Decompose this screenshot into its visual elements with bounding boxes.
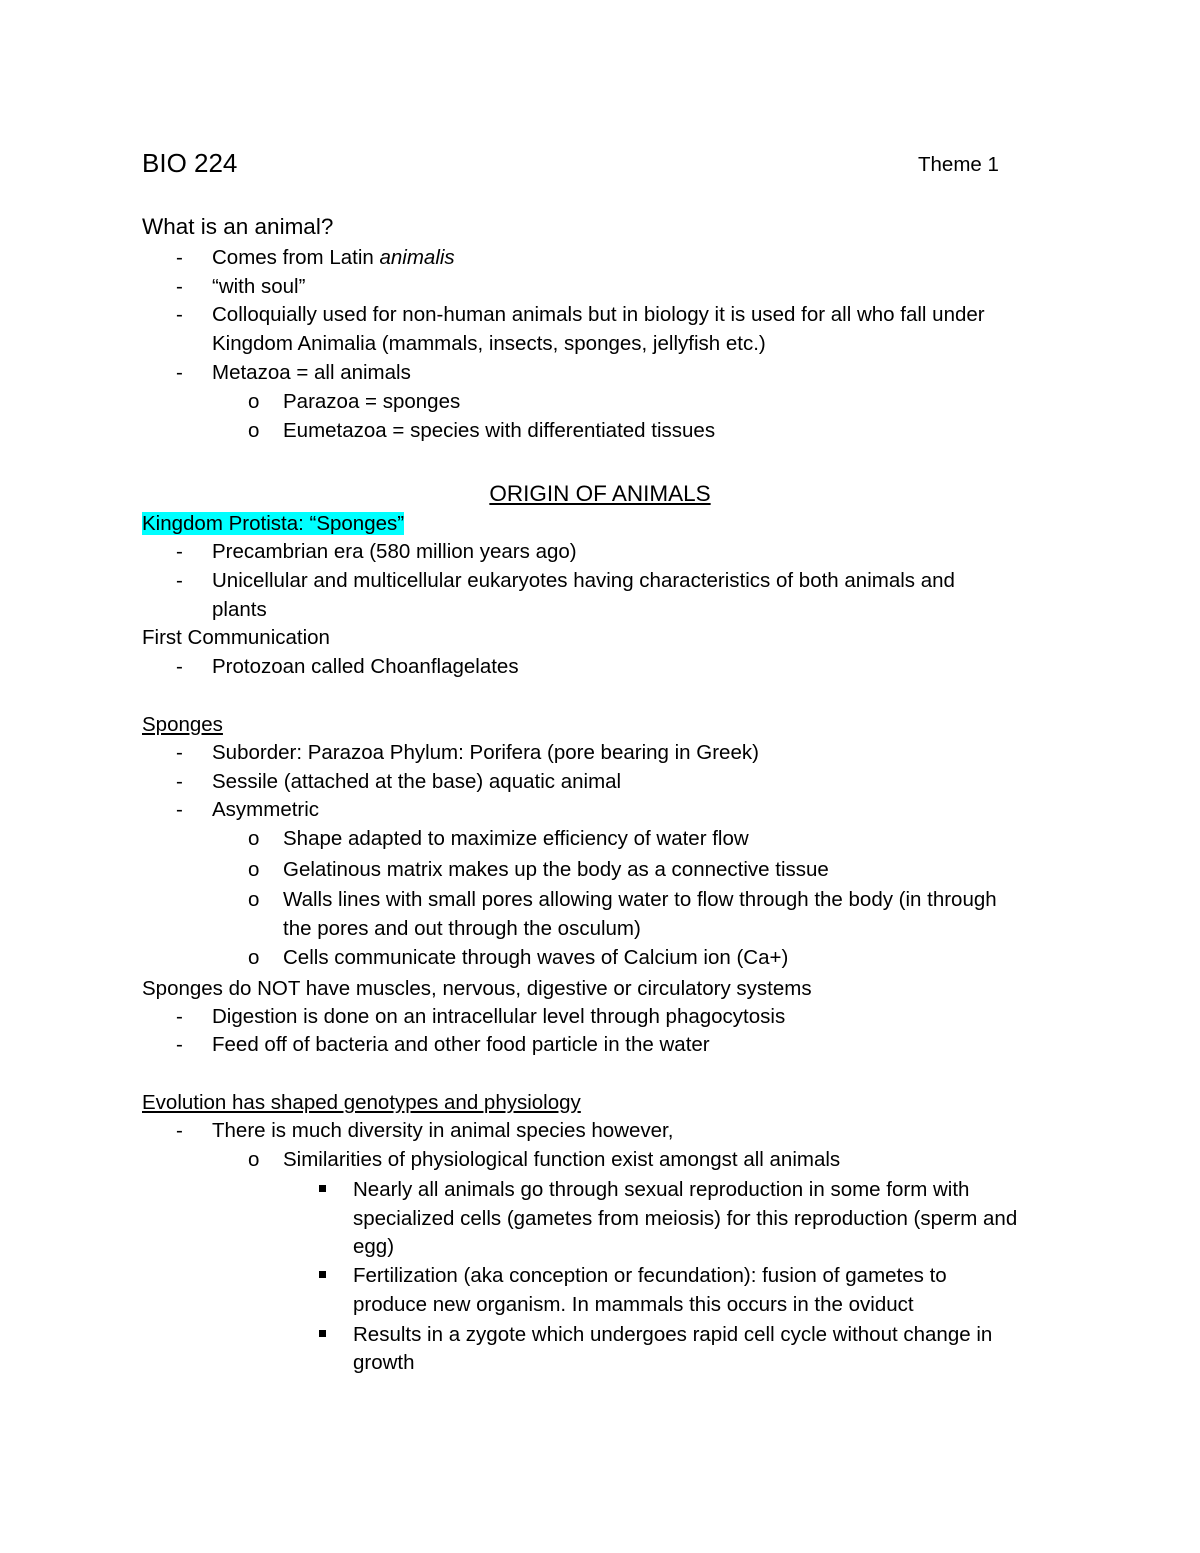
- nested-list-item: Fertilization (aka conception or fecundation): fusion of gametes to: [353, 1264, 947, 1287]
- list-item: Feed off of bacteria and other food particle in the water: [212, 1033, 710, 1056]
- sub-list-item: Cells communicate through waves of Calcium ion (Ca+): [283, 946, 789, 969]
- sub-list-item: Walls lines with small pores allowing water to flow through the body (in through: [283, 888, 997, 911]
- dash-bullet: -: [176, 655, 183, 678]
- list-item: Protozoan called Choanflagelates: [212, 655, 519, 678]
- sub-list-item: Eumetazoa = species with differentiated tissues: [283, 419, 716, 442]
- origin-title: ORIGIN OF ANIMALS: [489, 481, 711, 506]
- list-item: Precambrian era (580 million years ago): [212, 540, 577, 563]
- evolution-heading: Evolution has shaped genotypes and physiology: [142, 1091, 581, 1114]
- dash-bullet: -: [176, 741, 183, 764]
- sub-list-item-continued: the pores and out through the osculum): [283, 917, 641, 940]
- course-title: BIO 224: [142, 148, 238, 178]
- sub-list-item: Parazoa = sponges: [283, 390, 461, 413]
- nested-list-item: Results in a zygote which undergoes rapid cell cycle without change in: [353, 1323, 993, 1346]
- nested-list-item-continued: produce new organism. In mammals this occurs in the oviduct: [353, 1293, 914, 1316]
- dash-bullet: -: [176, 246, 183, 269]
- list-item: Suborder: Parazoa Phylum: Porifera (pore bearing in Greek): [212, 741, 759, 764]
- circle-bullet: o: [248, 419, 260, 442]
- theme-label: Theme 1: [918, 153, 999, 176]
- nested-list-item: Nearly all animals go through sexual reproduction in some form with: [353, 1178, 970, 1201]
- sponges-heading: Sponges: [142, 713, 223, 736]
- section-heading-what-is-animal: What is an animal?: [142, 214, 334, 239]
- list-item: Sessile (attached at the base) aquatic animal: [212, 770, 622, 793]
- dash-bullet: -: [176, 361, 183, 384]
- list-item: Unicellular and multicellular eukaryotes having characteristics of both animals and: [212, 569, 955, 592]
- kingdom-protista-heading: [142, 509, 404, 538]
- latin-term: animalis: [379, 246, 455, 269]
- sub-list-item: Shape adapted to maximize efficiency of water flow: [283, 827, 749, 850]
- sub-list-item: Similarities of physiological function exist amongst all animals: [283, 1148, 841, 1171]
- list-item: Asymmetric: [212, 798, 320, 821]
- list-item: Colloquially used for non-human animals but in biology it is used for all who fall under: [212, 303, 985, 326]
- dash-bullet: -: [176, 1005, 183, 1028]
- circle-bullet: o: [248, 827, 260, 850]
- dash-bullet: -: [176, 798, 183, 821]
- sponges-not-statement: Sponges do NOT have muscles, nervous, digestive or circulatory systems: [142, 977, 812, 1000]
- sub-list-item: Gelatinous matrix makes up the body as a connective tissue: [283, 858, 829, 881]
- square-bullet-icon: [319, 1330, 326, 1337]
- circle-bullet: o: [248, 946, 260, 969]
- circle-bullet: o: [248, 390, 260, 413]
- list-item-continued: Kingdom Animalia (mammals, insects, sponges, jellyfish etc.): [212, 332, 766, 355]
- dash-bullet: -: [176, 569, 183, 592]
- dash-bullet: -: [176, 1119, 183, 1142]
- circle-bullet: o: [248, 888, 260, 911]
- list-item-continued: plants: [212, 598, 267, 621]
- dash-bullet: -: [176, 540, 183, 563]
- first-communication-heading: First Communication: [142, 626, 330, 649]
- list-item: Digestion is done on an intracellular level through phagocytosis: [212, 1005, 786, 1028]
- circle-bullet: o: [248, 1148, 260, 1171]
- nested-list-item-continued: growth: [353, 1351, 415, 1374]
- circle-bullet: o: [248, 858, 260, 881]
- square-bullet-icon: [319, 1271, 326, 1278]
- dash-bullet: -: [176, 303, 183, 326]
- dash-bullet: -: [176, 275, 183, 298]
- dash-bullet: -: [176, 770, 183, 793]
- nested-list-item-continued: egg): [353, 1235, 395, 1258]
- list-item: There is much diversity in animal species however,: [212, 1119, 674, 1142]
- square-bullet-icon: [319, 1185, 326, 1192]
- list-item: Comes from Latin animalis: [212, 246, 455, 269]
- dash-bullet: -: [176, 1033, 183, 1056]
- list-item: “with soul”: [212, 275, 306, 298]
- nested-list-item-continued: specialized cells (gametes from meiosis) for this reproduction (sperm and: [353, 1207, 1018, 1230]
- list-item: Metazoa = all animals: [212, 361, 411, 384]
- highlighted-text: Kingdom Protista: “Sponges”: [142, 512, 405, 535]
